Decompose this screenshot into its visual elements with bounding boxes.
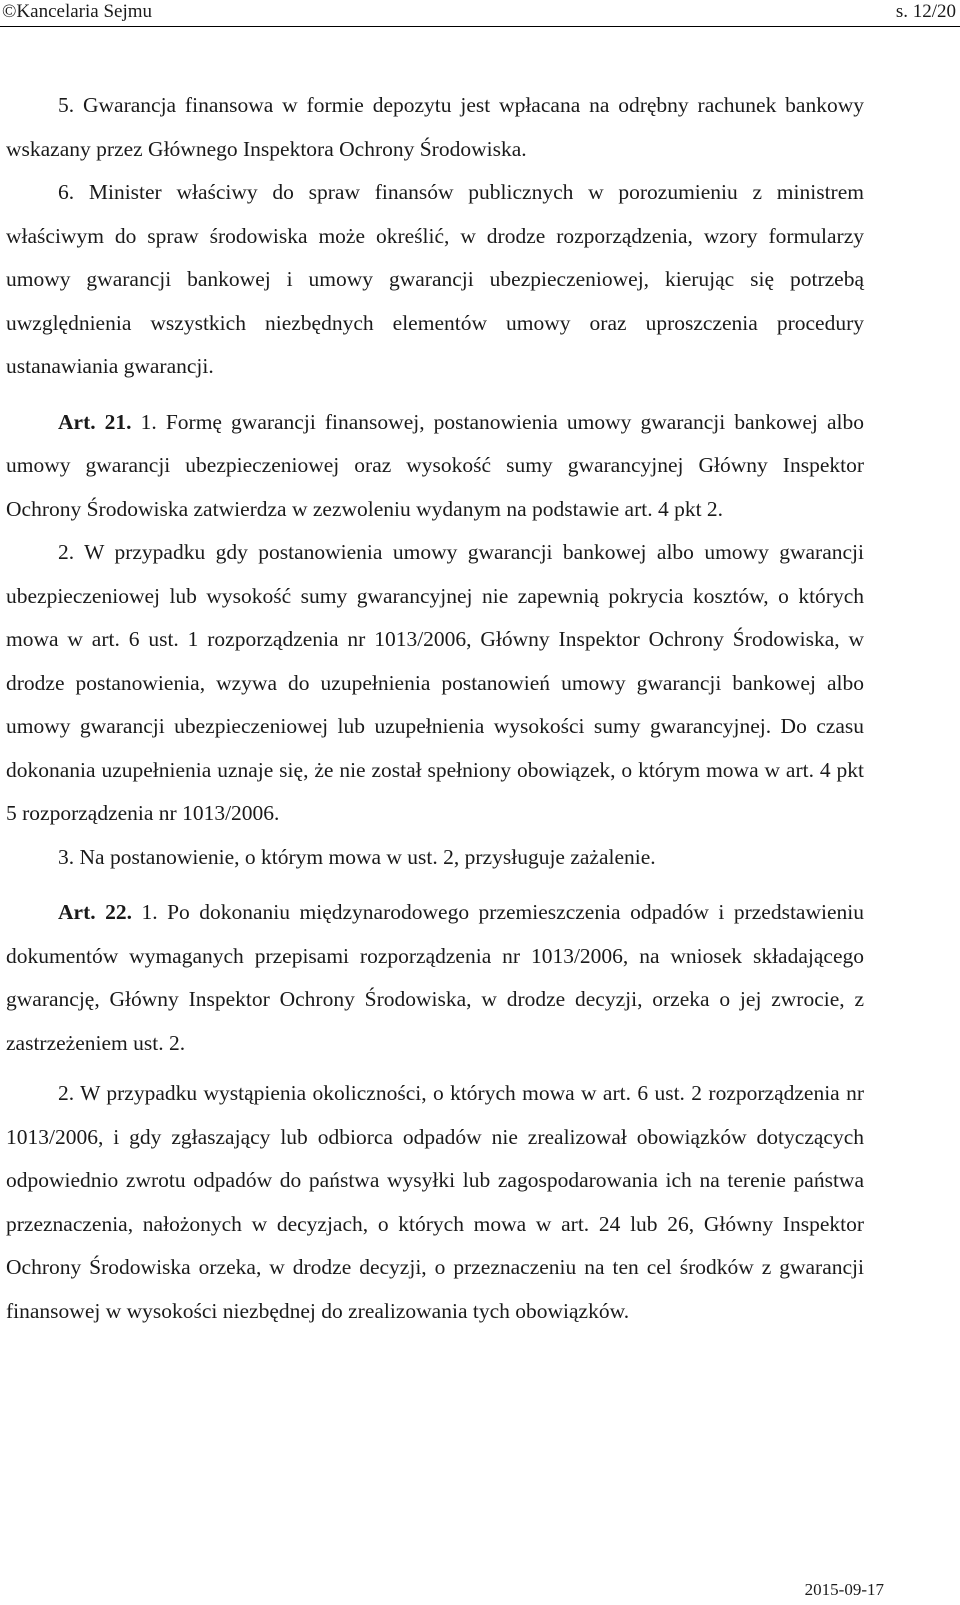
article-21-section-3: 3. Na postanowienie, o którym mowa w ust. 2, przysługuje zażalenie.	[58, 844, 656, 869]
document-body	[6, 84, 864, 1333]
article-21-section-2: 2. W przypadku gdy postanowienia umowy gwarancji bankowej albo umowy gwarancji ubezpieczeniowej lub wysokość sumy gwarancyjnej nie zapewnią pokrycia kosztów, o których mowa w art. 6 ust. 1 rozporządzenia nr 1013/2006, Główny Inspektor Ochrony Środowiska, w drodze postanowienia, wzywa do uzupełnienia postanowień umowy gwarancji bankowej albo umowy gwarancji ubezpieczeniowej lub uzupełnienia wysokości sumy gwarancyjnej. Do czasu dokonania uzupełnienia uznaje się, że nie został spełniony obowiązek, o którym mowa w art. 4 pkt 5 rozporządzenia nr 1013/2006.	[6, 540, 864, 825]
article-21-section-1	[6, 401, 864, 532]
article-22-section-1	[6, 891, 864, 1065]
paragraph-6: 6. Minister właściwy do spraw finansów publicznych w porozumieniu z ministrem właściwym do spraw środowiska może określić, w drodze rozporządzenia, wzory formularzy umowy gwarancji bankowej i umowy gwarancji ubezpieczeniowej, kierując się potrzebą uwzględnienia wszystkich niezbędnych elementów umowy oraz uproszczenia procedury ustanawiania gwarancji.	[6, 180, 864, 378]
document-date: 2015-09-17	[804, 1580, 884, 1599]
page-header	[0, 0, 960, 24]
publisher-label: ©Kancelaria Sejmu	[2, 1, 153, 22]
article-22-section-1-text: 1. Po dokonaniu międzynarodowego przemieszczenia odpadów i przedstawieniu dokumentów wymaganych przepisami rozporządzenia nr 1013/2006, na wniosek składającego gwarancję, Główny Inspektor Ochrony Środowiska, w drodze decyzji, orzeka o jej zwrocie, z zastrzeżeniem ust. 2.	[6, 900, 864, 1055]
article-22-label: Art. 22.	[58, 900, 132, 924]
article-22-section-2: 2. W przypadku wystąpienia okoliczności, o których mowa w art. 6 ust. 2 rozporządzenia nr 1013/2006, i gdy zgłaszający lub odbiorca odpadów nie zrealizował obowiązków dotyczących odpowiednio zwrotu odpadów do państwa wysyłki lub zagospodarowania ich na terenie państwa przeznaczenia, nałożonych w decyzjach, o których mowa w art. 24 lub 26, Główny Inspektor Ochrony Środowiska orzeka, w drodze decyzji, o przeznaczeniu na ten cel środków z gwarancji finansowej w wysokości niezbędnej do zrealizowania tych obowiązków.	[6, 1081, 864, 1323]
article-21-section-1-text: 1. Formę gwarancji finansowej, postanowienia umowy gwarancji bankowej albo umowy gwarancji ubezpieczeniowej oraz wysokość sumy gwarancyjnej Główny Inspektor Ochrony Środowiska zatwierdza w zezwoleniu wydanym na podstawie art. 4 pkt 2.	[6, 409, 864, 521]
article-21-label: Art. 21.	[58, 409, 132, 434]
page-number: s. 12/20	[895, 1, 956, 22]
paragraph-5: 5. Gwarancja finansowa w formie depozytu jest wpłacana na odrębny rachunek bankowy wskazany przez Głównego Inspektora Ochrony Środowiska.	[6, 93, 864, 161]
header-divider	[0, 26, 960, 27]
